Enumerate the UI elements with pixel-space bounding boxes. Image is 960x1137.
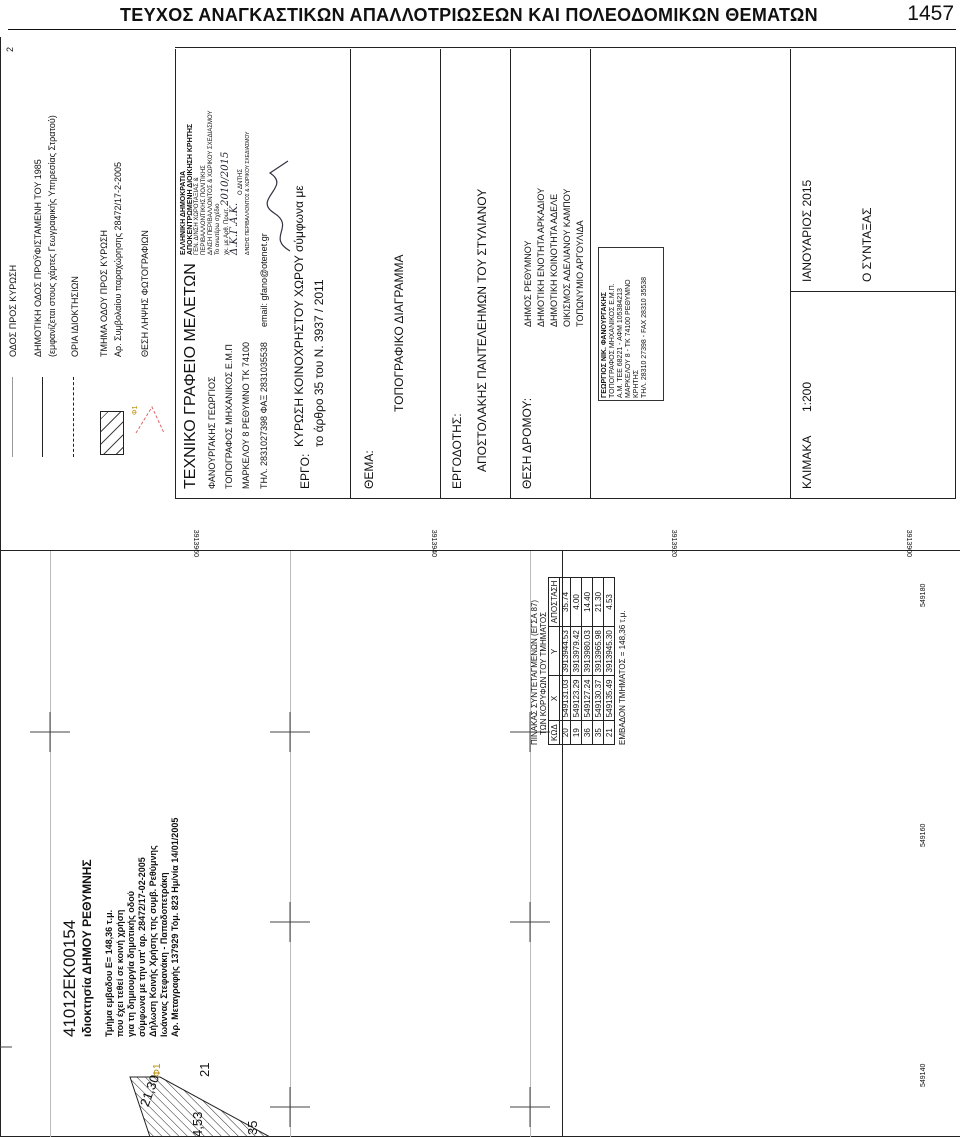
page-number: 1457 xyxy=(907,2,954,25)
service-stamp-l6: Το ανωτέρω σχέδιο xyxy=(215,203,221,255)
legend-ownership: ΟΡΙΑ ΙΔΙΟΚΤΗΣΙΩΝ xyxy=(70,276,80,357)
ergo-line-1: ΚΥΡΩΣΗ ΚΟΙΝΟΧΡΗΣΤΟΥ ΧΩΡΟΥ σύμφωνα με xyxy=(292,185,306,447)
ownership-line-7: Αρ. Μεταγραφής 137929 Τόμ. 823 Ημ/νία 14/01/2005 xyxy=(170,817,180,1037)
table-cell: 19 xyxy=(571,721,582,745)
engineer-stamp-l1: ΓΕΩΡΓΙΟΣ ΝΙΚ. ΦΑΝΟΥΡΓΑΚΗΣ xyxy=(601,292,608,398)
page-header xyxy=(0,0,960,32)
table-cell: 549135.49 xyxy=(604,676,615,721)
coords-title-2: ΤΩΝ ΚΟΡΥΦΩΝ ΤΟΥ ΤΜΗΜΑΤΟΣ xyxy=(539,611,548,735)
author: Ο ΣΥΝΤΑΞΑΣ xyxy=(860,207,874,282)
table-cell: 35.74 xyxy=(560,577,571,627)
table-header: Χ xyxy=(549,676,560,721)
rotated-drawing-sheet xyxy=(0,37,960,1137)
table-cell: 3913980.03 xyxy=(582,627,593,676)
location-lines xyxy=(522,188,587,327)
ownership-line-3: για τη δημιουργία δημοτικής οδού xyxy=(126,891,136,1037)
table-row xyxy=(604,577,615,744)
service-stamp-l4: ΠΕΡΙΒΑΛΛΟΝΤΙΚΗΣ ΠΟΛΙΤΙΚΗΣ xyxy=(201,165,207,255)
ergo-line-2: το άρθρο 35 του Ν. 3937 / 2011 xyxy=(312,279,326,447)
location-line-1: ΔΗΜΟΣ ΡΕΘΥΜΝΟΥ xyxy=(523,240,533,327)
ownership-line-6: Ιωάννας Στεφανάκη - Παπαδοπετράκη xyxy=(159,872,169,1037)
scale: 1:200 xyxy=(800,381,814,412)
office-phone: ΤΗΛ. 2831027398 ΦΑΞ 2831035538 xyxy=(259,342,269,489)
table-header: Υ xyxy=(549,627,560,676)
surveyor-name: ΦΑΝΟΥΡΓΑΚΗΣ ΓΕΩΡΓΙΟΣ xyxy=(207,376,217,489)
table-cell: 36 xyxy=(582,721,593,745)
surveyor-profession: ΤΟΠΟΓΡΑΦΟΣ ΜΗΧΑΝΙΚΟΣ Ε.Μ.Π xyxy=(224,344,234,489)
engineer-stamp xyxy=(598,247,664,401)
client: ΑΠΟΣΤΟΛΑΚΗΣ ΠΑΝΤΕΛΕΗΜΩΝ ΤΟΥ ΣΤΥΛΙΑΝΟΥ xyxy=(475,188,489,472)
legend-photo-marker: Φ1 xyxy=(132,405,139,415)
title-block-rule-5 xyxy=(790,49,791,499)
table-row xyxy=(582,577,593,744)
grid-y-label-2: 3913940 xyxy=(430,529,437,557)
ownership-line-4: σύμφωνα με την υπ' αρ. 28472/17-02-2005 xyxy=(137,857,147,1037)
legend-ownership-symbol xyxy=(73,377,74,457)
location-line-3: ΔΗΜΟΤΙΚΗ ΚΟΙΝΟΤΗΤΑ ΑΔΕΛΕ xyxy=(549,193,559,327)
title-block-top-rule xyxy=(175,49,176,499)
coords-area: ΕΜΒΑΔΟΝ ΤΜΗΜΑΤΟΣ = 148,36 τ.μ. xyxy=(618,610,627,745)
legend-section-hatch xyxy=(100,411,124,455)
legend-municipal-road-2: (εμφανίζεται στους χάρτες Γεωγραφικής Υπηρεσίας Στρατού) xyxy=(47,115,57,357)
table-row xyxy=(560,577,571,744)
dimension-35: 35 xyxy=(245,1120,260,1135)
title-block-rule-3 xyxy=(510,49,511,499)
office-address: ΜΑΡΚΕΛΟΥ 8 ΡΕΘΥΜΝΟ ΤΚ 74100 xyxy=(241,342,251,489)
service-stamp xyxy=(178,53,268,257)
title-block-rule-1 xyxy=(350,49,351,499)
vertex-2: 2 xyxy=(5,46,15,52)
service-stamp-l5: Δ/ΝΣΗ ΠΕΡΙΒΑΛΛΟΝΤΟΣ & ΧΩΡΙΚΟΥ ΣΧΕΔΙΑΣΜΟΥ xyxy=(208,110,214,255)
date: ΙΑΝΟΥΑΡΙΟΣ 2015 xyxy=(800,179,814,282)
coords-table xyxy=(548,577,615,745)
table-cell: 20 xyxy=(560,721,571,745)
table-cell: 3913965.98 xyxy=(593,627,604,676)
table-cell: 3913979.42 xyxy=(571,627,582,676)
grid-y-label-4: 3913900 xyxy=(905,529,912,557)
engineer-stamp-l2: ΤΟΠΟΓΡΑΦΟΣ ΜΗΧΑΝΙΚΟΣ Ε.Μ.Π. xyxy=(609,283,616,398)
title-block-rule-4 xyxy=(590,49,591,499)
table-cell: 3913945.30 xyxy=(604,627,615,676)
table-header: ΚΩΔ xyxy=(549,721,560,745)
office-email: email: gfano@otenet.gr xyxy=(259,233,269,327)
grid-x-label-2: 549160 xyxy=(920,823,927,847)
ownership-block xyxy=(60,818,181,1037)
engineer-stamp-l4: ΜΑΡΚΕΛΟΥ 8 - ΤΚ 74100 ΡΕΘΥΜΝΟ ΚΡΗΤΗΣ xyxy=(625,279,640,398)
location-line-5: ΤΟΠΩΝΥΜΙΟ ΑΡΓΟΥΛΙΔΑ xyxy=(575,220,585,327)
grid-y-label-3: 3913920 xyxy=(670,529,677,557)
service-stamp-l11: Δ/ΝΣΗΣ ΠΕΡΙΒΑΛΛΟΝΤΟΣ & ΧΩΡΙΚΟΥ ΣΧΕΔΙΑΣΜΟΥ xyxy=(245,131,251,255)
table-cell: 3913944.53 xyxy=(560,627,571,676)
photo-label: Φ1 xyxy=(152,1063,163,1077)
table-cell: 4.53 xyxy=(604,577,615,627)
kaek: 41012ΕΚ00154 xyxy=(60,919,79,1037)
table-cell: 549130.37 xyxy=(593,676,604,721)
table-cell: 14.40 xyxy=(582,577,593,627)
service-stamp-l9: Δ.Κ.Γ.Α.Κ. xyxy=(229,202,240,255)
table-cell: 21.30 xyxy=(593,577,604,627)
grid-x-label-3: 549180 xyxy=(920,583,927,607)
table-row xyxy=(593,577,604,744)
client-label: ΕΡΓΟΔΟΤΗΣ: xyxy=(450,413,464,489)
ownership-line-2: που έχει τεθεί σε κοινή χρήση xyxy=(115,909,125,1037)
table-cell: 4.00 xyxy=(571,577,582,627)
header-title: ΤΕΥΧΟΣ ΑΝΑΓΚΑΣΤΙΚΩΝ ΑΠΑΛΛΟΤΡΙΩΣΕΩΝ ΚΑΙ ΠΟΛΕΟΔΟΜΙΚΩΝ ΘΕΜΑΤΩΝ xyxy=(120,5,818,25)
table-row xyxy=(571,577,582,744)
dimension-21-30: 21,30 xyxy=(136,1072,163,1109)
legend-road: ΟΔΟΣ ΠΡΟΣ ΚΥΡΩΣΗ xyxy=(8,264,18,357)
table-cell: 21 xyxy=(604,721,615,745)
location-line-4: ΟΙΚΙΣΜΟΣ ΑΔΕΛΙΑΝΟΥ ΚΑΜΠΟΥ xyxy=(562,188,572,327)
ownership-line-5: Δήλωση Κοινής Χρήσης της συμβ. Ρεθύμνης xyxy=(148,845,158,1037)
title-block-vrule xyxy=(790,291,955,292)
table-cell: 35 xyxy=(593,721,604,745)
table-header-row xyxy=(549,577,560,744)
legend-municipal-road-symbol xyxy=(42,377,43,457)
table-cell: 549123.29 xyxy=(571,676,582,721)
location-label: ΘΕΣΗ ΔΡΟΜΟΥ: xyxy=(520,397,534,489)
header-rule xyxy=(8,29,956,30)
scale-label: ΚΛΙΜΑΚΑ xyxy=(800,435,814,489)
title-block-rule-2 xyxy=(440,49,441,499)
grid-y-label-1: 3913960 xyxy=(192,529,199,557)
service-stamp-l3: ΓΕΝ. Δ/ΝΣΗ ΧΩΡΟΤΑΞΙΑΣ & xyxy=(194,177,200,255)
engineer-stamp-l5: ΤΗΛ. 28310 27398 - FAX 28310 35538 xyxy=(641,276,648,398)
legend-photo: ΘΕΣΗ ΛΗΨΗΣ ΦΩΤΟΓΡΑΦΙΩΝ xyxy=(140,230,150,357)
ownership-line-1: Τμήμα εμβαδου Ε= 148,36 τ.μ. xyxy=(104,909,114,1037)
office-name: ΤΕΧΝΙΚΟ ΓΡΑΦΕΙΟ ΜΕΛΕΤΩΝ xyxy=(182,263,199,489)
vertex-21: 21 xyxy=(197,1062,212,1077)
table-cell: 549131.03 xyxy=(560,676,571,721)
table-header: ΑΠΟΣΤΑΣΗ xyxy=(549,577,560,627)
ownership-owner: ιδιοκτησία ΔΗΜΟΥ ΡΕΘΥΜΝΗΣ xyxy=(80,859,94,1037)
legend-section-2: Αρ. Συμβολαίου παραχώρησης 28472/17-2-2005 xyxy=(113,162,123,357)
location-line-2: ΔΗΜΟΤΙΚΗ ΕΝΟΤΗΤΑ ΑΡΚΑΔΙΟΥ xyxy=(536,187,546,327)
thema: ΤΟΠΟΓΡΑΦΙΚΟ ΔΙΑΓΡΑΜΜΑ xyxy=(392,254,406,412)
service-stamp-l1: ΕΛΛΗΝΙΚΗ ΔΗΜΟΚΡΑΤΙΑ xyxy=(180,170,187,255)
service-stamp-l2: ΑΠΟΚΕΝΤΡΩΜΕΝΗ ΔΙΟΙΚΗΣΗ ΚΡΗΤΗΣ xyxy=(187,123,194,255)
ergo-label: ΕΡΓΟ: xyxy=(298,453,312,489)
thema-label: ΘΕΜΑ: xyxy=(362,450,376,489)
coords-title-1: ΠΙΝΑΚΑΣ ΣΥΝΤΕΤΑΓΜΕΝΩΝ (ΕΓΣΑ 87) xyxy=(530,599,539,745)
legend-municipal-road-1: ΔΗΜΟΤΙΚΗ ΟΔΟΣ ΠΡΟΫΦΙΣΤΑΜΕΝΗ ΤΟΥ 1985 xyxy=(33,159,43,357)
service-stamp-l10: Ο ΔΝΤΗΣ xyxy=(238,168,244,195)
legend-section-1: ΤΜΗΜΑ ΟΔΟΥ ΠΡΟΣ ΚΥΡΩΣΗ xyxy=(99,229,109,357)
service-stamp-l7: χκ. με Αρθ. Πρωτ. xyxy=(224,207,230,255)
table-cell: 549127.24 xyxy=(582,676,593,721)
dimension-4-53: 4,53 xyxy=(190,1111,205,1137)
coords-table-block xyxy=(530,577,627,745)
service-stamp-l8: 2010/2015 xyxy=(220,151,231,206)
grid-x-label-1: 549140 xyxy=(920,1063,927,1087)
engineer-stamp-l3: Α.Μ. ΤΕΕ 68221 - ΑΦΜ 105384213 xyxy=(617,288,624,398)
